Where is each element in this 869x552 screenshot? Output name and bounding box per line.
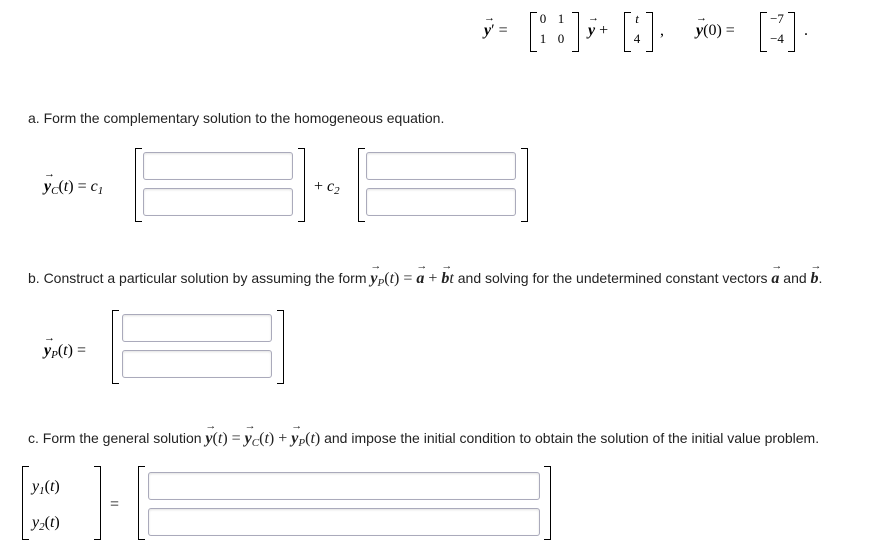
- solution-right-bracket: [544, 466, 551, 540]
- solution-entry-2[interactable]: [148, 508, 540, 536]
- c2-term: + $c_2$: [314, 178, 340, 197]
- matrix-a-22: 0: [557, 31, 565, 46]
- forcing-1: t: [635, 11, 639, 26]
- complementary-lhs: → $y_C(t) = c_1$: [44, 178, 103, 197]
- ic-right-bracket: [788, 12, 795, 52]
- yp-right-bracket: [277, 310, 284, 384]
- y1-label: $y_1(t)$: [32, 478, 60, 497]
- part-b-prompt: b. Construct a particular solution by assuming the form → $y_P(t)$ = → a + → bt and solving for the undetermined constant vectors → a and → b.: [28, 270, 822, 289]
- y2-label: $y_2(t)$: [32, 514, 60, 533]
- part-a-prompt: a. Form the complementary solution to the homogeneous equation.: [28, 110, 445, 126]
- yp-left-bracket: [112, 310, 119, 384]
- ode-system: [484, 8, 864, 54]
- matrix-a: [536, 11, 572, 51]
- forcing-2: 4: [633, 31, 641, 46]
- solution-entry-1[interactable]: [148, 472, 540, 500]
- y-vector-plus: → y +: [588, 22, 608, 40]
- y-prime-label: → y′ =: [484, 22, 508, 40]
- ic-2: −4: [770, 31, 784, 46]
- matrix-a-12: 1: [557, 11, 565, 26]
- yc-vec1-left-bracket: [135, 148, 142, 222]
- forcing-vector: [630, 11, 646, 51]
- yc-vec2-left-bracket: [358, 148, 365, 222]
- solution-left-bracket: [138, 466, 145, 540]
- comma: ,: [660, 22, 664, 39]
- yc-vec2-entry-2[interactable]: [366, 188, 516, 216]
- yc-vec1-entry-1[interactable]: [143, 152, 293, 180]
- yc-vec1-right-bracket: [298, 148, 305, 222]
- particular-lhs: → $y_P(t)$ =: [44, 342, 86, 361]
- matrix-a-11: 0: [539, 11, 547, 26]
- part-c-prompt: c. Form the general solution → y(t) = → $y_C(t)$ + → $y_P(t)$ and impose the initial condition to obtain the solution of the initial value problem.: [28, 430, 819, 449]
- yc-vec2-right-bracket: [521, 148, 528, 222]
- yc-vec2-entry-1[interactable]: [366, 152, 516, 180]
- y-components-right-bracket: [94, 466, 101, 540]
- forcing-right-bracket: [646, 12, 653, 52]
- ic-vector: [766, 11, 788, 51]
- yc-vec1-entry-2[interactable]: [143, 188, 293, 216]
- y-components-left-bracket: [22, 466, 29, 540]
- ic-label: → y(0) =: [696, 22, 735, 40]
- yp-entry-1[interactable]: [122, 314, 272, 342]
- equals-sign: =: [110, 496, 120, 513]
- matrix-a-right-bracket: [572, 12, 579, 52]
- matrix-a-21: 1: [539, 31, 547, 46]
- period: .: [804, 22, 808, 39]
- ic-1: −7: [770, 11, 784, 26]
- yp-entry-2[interactable]: [122, 350, 272, 378]
